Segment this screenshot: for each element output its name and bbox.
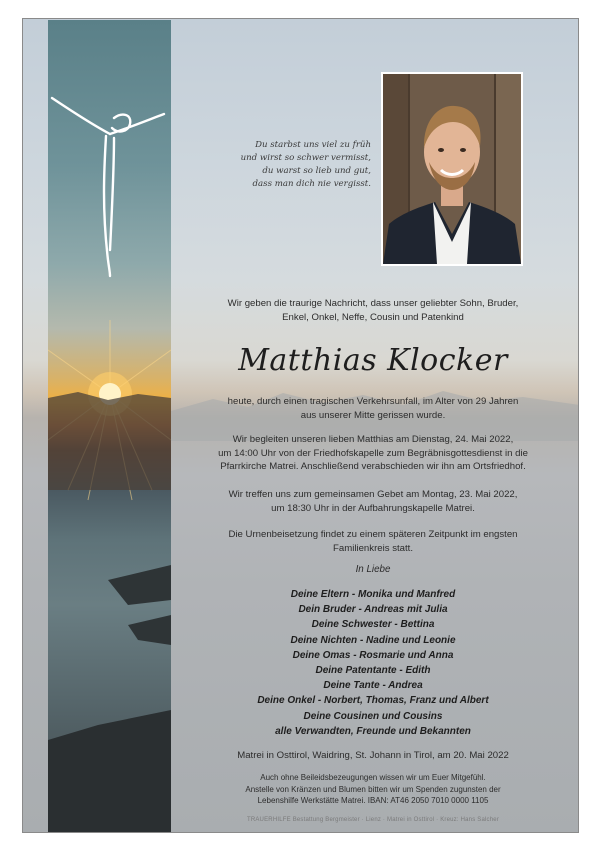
death-notice-text <box>183 395 563 422</box>
mourner-line: Deine Cousinen und Cousins <box>303 710 443 722</box>
text-line: um 14:00 Uhr von der Friedhofskapelle zum Begräbnisgottesdienst in die <box>218 447 528 459</box>
mourner-line: Deine Nichten - Nadine und Leonie <box>290 634 456 646</box>
mourner-line: Dein Bruder - Andreas mit Julia <box>298 604 448 616</box>
donation-note <box>183 772 563 807</box>
mourner-line: Deine Patentante - Edith <box>315 665 431 677</box>
obituary-card <box>22 18 579 833</box>
crucifix-icon <box>52 98 164 276</box>
mourner-line: Deine Omas - Rosmarie und Anna <box>292 649 454 661</box>
text-line: Lebenshilfe Werkstätte Matrei. IBAN: AT46 2050 7010 0000 1105 <box>257 796 489 805</box>
place-and-date: Matrei in Osttirol, Waidring, St. Johann in Tirol, am 20. Mai 2022 <box>237 750 509 761</box>
mourner-line: Deine Eltern - Monika und Manfred <box>290 589 456 600</box>
text-line: um 18:30 Uhr in der Aufbahrungskapelle Matrei. <box>271 502 475 514</box>
intro-text <box>183 297 563 324</box>
text-line: Die Urnenbeisetzung findet zu einem späteren Zeitpunkt im engsten <box>228 529 518 540</box>
text-line: Pfarrkirche Matrei. Anschließend verabschieden wir ihn am Ortsfriedhof. <box>220 461 526 472</box>
memorial-verse <box>183 139 371 191</box>
text-line: Anstelle von Kränzen und Blumen bitten wir um Spenden zugunsten der <box>245 784 501 794</box>
text-line: Enkel, Onkel, Neffe, Cousin und Patenkind <box>282 311 464 323</box>
verse-line: und wirst so schwer vermisst, <box>240 153 371 163</box>
mourner-line: Deine Schwester - Bettina <box>311 619 435 631</box>
undertaker-footer: TRAUERHILFE Bestattung Bergmeister · Lienz · Matrei in Osttirol · Kreuz: Hans Salcher <box>246 817 500 823</box>
text-line: aus unserer Mitte gerissen wurde. <box>300 409 446 421</box>
mourners-list <box>183 587 563 739</box>
text-line: Wir begleiten unseren lieben Matthias am Dienstag, 24. Mai 2022, <box>232 434 514 445</box>
text-line: Wir treffen uns zum gemeinsamen Gebet am Montag, 23. Mai 2022, <box>228 489 518 500</box>
text-line: heute, durch einen tragischen Verkehrsunfall, im Alter von 29 Jahren <box>227 396 519 407</box>
verse-line: du warst so lieb und gut, <box>262 166 371 176</box>
mourner-line: Deine Onkel - Norbert, Thomas, Franz und Albert <box>257 695 489 707</box>
deceased-name: Matthias Klocker <box>238 343 508 378</box>
text-line: Auch ohne Beileidsbezeugungen wissen wir um Euer Mitgefühl. <box>260 773 486 782</box>
mourner-line: alle Verwandten, Freunde und Bekannten <box>275 725 471 737</box>
portrait-photo <box>381 72 523 266</box>
funeral-details <box>183 433 563 474</box>
mourner-line: Deine Tante - Andrea <box>323 680 423 692</box>
sunset-photo-strip <box>48 20 171 832</box>
in-liebe-label: In Liebe <box>355 564 391 575</box>
text-line: Wir geben die traurige Nachricht, dass unser geliebter Sohn, Bruder, <box>227 298 519 309</box>
urn-burial-text <box>183 528 563 555</box>
verse-line: Du starbst uns viel zu früh <box>255 140 371 150</box>
verse-line: dass man dich nie vergisst. <box>252 179 371 189</box>
prayer-details <box>183 488 563 515</box>
text-line: Familienkreis statt. <box>333 542 413 554</box>
